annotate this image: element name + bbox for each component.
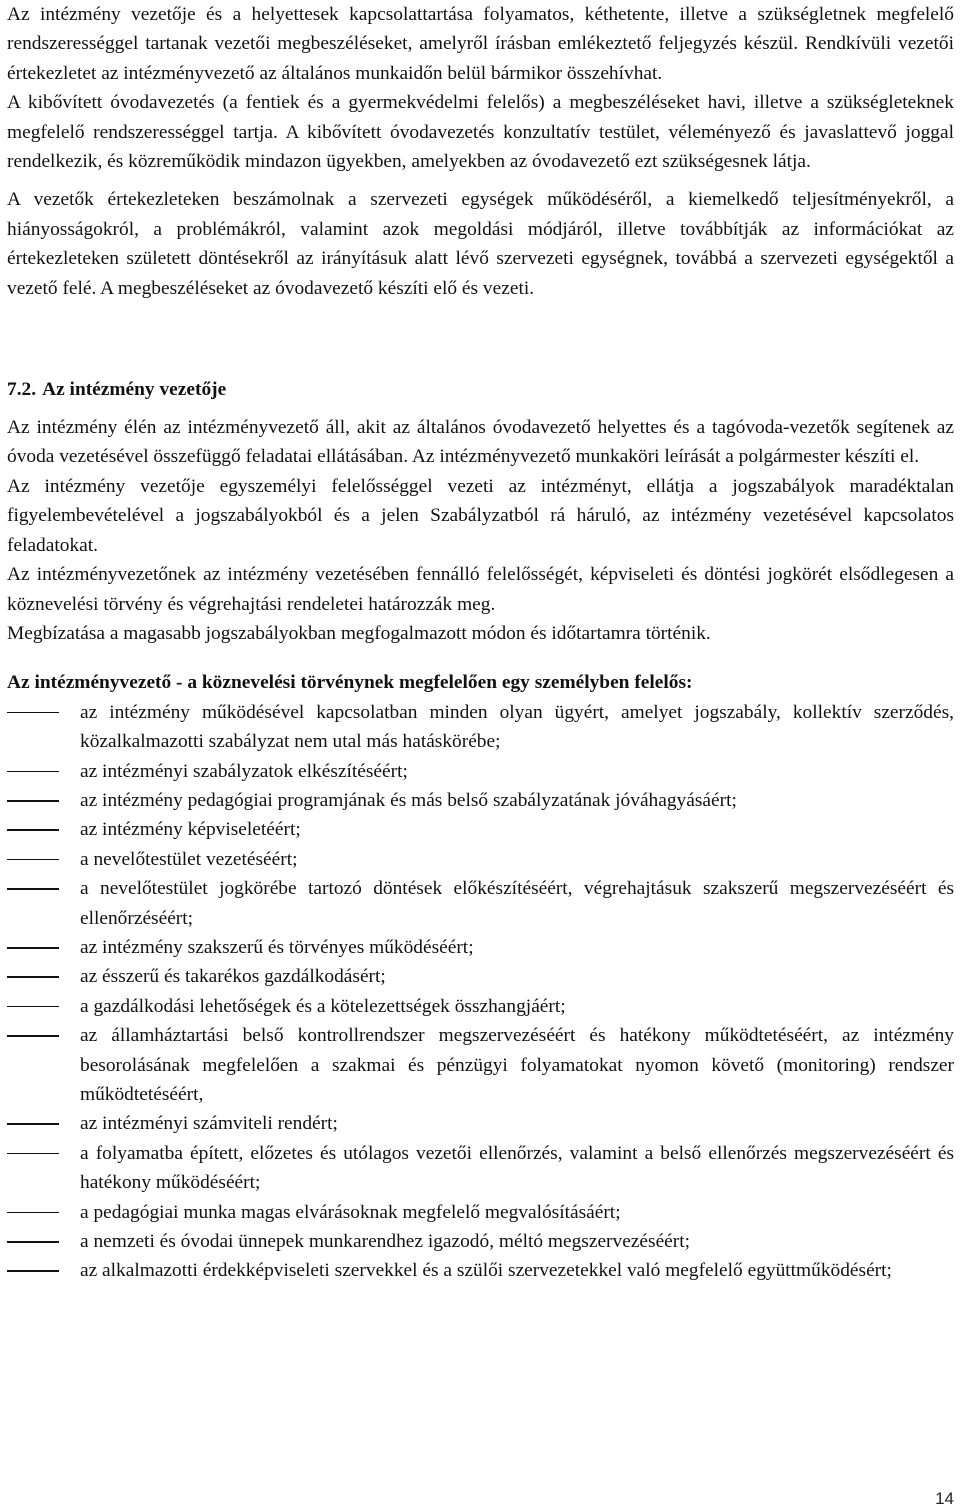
paragraph-head-authority: Az intézményvezetőnek az intézmény vezetésében fennálló felelősségét, képviseleti és döntési jogkörét elsődlegesen a köznevelési törvény és végrehajtási rendeletei határozzák meg. [7, 564, 954, 615]
paragraph-mandate: Megbízatása a magasabb jogszabályokban megfogalmazott módon és időtartamra történik. [7, 622, 711, 644]
paragraph-head-responsibility: Az intézmény vezetője egyszemélyi felelősséggel vezeti az intézményt, ellátja a jogszabályok maradéktalan figyelembevételével a jogszabályokból és a jelen Szabályzatból rá háruló, az intézmény vezetésével kapcsolatos feladatokat. [7, 475, 954, 556]
page-number: 14 [935, 1489, 954, 1508]
responsibility-list [7, 698, 954, 1286]
list-item-text: az intézményi számviteli rendért; [80, 1113, 338, 1135]
responsibility-heading: Az intézményvezető - a köznevelési törvénynek megfelelően egy személyben felelős: [7, 672, 693, 694]
dash-bullet [7, 829, 59, 831]
list-item [7, 962, 954, 991]
list-item-text: a nevelőtestület jogkörébe tartozó döntések előkészítéséért, végrehajtásuk szakszerű megszervezéséért és ellenőrzéséért; [80, 878, 954, 929]
list-item-text: az intézmény pedagógiai programjának és más belső szabályzatának jóváhagyásáért; [80, 789, 737, 811]
list-item-text: a nevelőtestület vezetéséért; [80, 848, 298, 870]
dash-bullet [7, 800, 59, 802]
list-item [7, 1139, 954, 1198]
list-item [7, 1227, 954, 1256]
dash-bullet [7, 888, 59, 890]
list-item [7, 815, 954, 844]
list-item-text: az intézményi szabályzatok elkészítéséért; [80, 760, 408, 782]
list-item [7, 698, 954, 757]
dash-bullet [7, 976, 59, 978]
list-item [7, 1198, 954, 1227]
paragraph-extended-leadership: A kibővített óvodavezetés (a fentiek és a gyermekvédelmi felelős) a megbeszéléseket havi, illetve a szükségleteknek megfelelő rendszerességgel tartja. A kibővített óvodavezetés konzultatív testület, véleményező és javaslattevő joggal rendelkezik, és közreműködik mindazon ügyekben, amelyekben az óvodavezető ezt szükségesnek látja. [7, 92, 954, 173]
dash-bullet [7, 947, 59, 949]
list-item [7, 786, 954, 815]
dash-bullet [7, 859, 59, 861]
list-item [7, 1109, 954, 1138]
list-item [7, 1021, 954, 1109]
list-item [7, 845, 954, 874]
list-item-text: a nemzeti és óvodai ünnepek munkarendhez igazodó, méltó megszervezéséért; [80, 1231, 691, 1253]
list-item-text: a folyamatba épített, előzetes és utólagos vezetői ellenőrzés, valamint a belső ellenőrzés megszervezéséért és hatékony működéséért; [80, 1142, 954, 1194]
dash-bullet [7, 1270, 59, 1272]
list-item-text: az államháztartási belső kontrollrendszer megszervezéséért és hatékony működtetéséért, az intézmény besorolásának megfelelően a szakmai és pénzügyi folyamatokat nyomon követő (monitoring) rendszer működtetéséért, [80, 1025, 954, 1105]
paragraph-management-meetings: Az intézmény vezetője és a helyettesek kapcsolattartása folyamatos, kéthetente, illetve a szükségletnek megfelelő rendszerességgel tartanak vezetői megbeszéléseket, amelyről írásban emlékeztető feljegyzés készül. Rendkívüli vezetői értekezletet az intézményvezető az általános munkaidőn belül bármikor összehívhat. [7, 4, 954, 84]
section-title: Az intézmény vezetője [42, 379, 227, 401]
list-item [7, 1256, 954, 1285]
list-item [7, 992, 954, 1021]
dash-bullet [7, 1123, 59, 1125]
dash-bullet [7, 771, 59, 773]
dash-bullet [7, 1241, 59, 1243]
list-item-text: az ésszerű és takarékos gazdálkodásért; [80, 966, 386, 988]
dash-bullet [7, 1212, 59, 1214]
dash-bullet [7, 1035, 59, 1037]
dash-bullet [7, 1006, 59, 1008]
paragraph-leader-reports: A vezetők értekezleteken beszámolnak a szervezeti egységek működéséről, a kiemelkedő teljesítményekről, a hiányosságokról, a problémákról, valamint azok megoldási módjáról, illetve továbbítják az információkat az értekezleteken született döntésekről az irányításuk alatt lévő szervezeti egységnek, továbbá a szervezeti egységektől a vezető felé. A megbeszéléseket az óvodavezető készíti elő és vezeti. [7, 189, 954, 299]
dash-bullet [7, 712, 59, 714]
list-item [7, 874, 954, 933]
list-item-text: az intézmény működésével kapcsolatban minden olyan ügyért, amelyet jogszabály, kollektív szerződés, közalkalmazotti szabályzat nem utal más hatáskörébe; [80, 701, 954, 753]
list-item [7, 933, 954, 962]
list-item-text: az intézmény képviseletéért; [80, 819, 301, 841]
list-item-text: az alkalmazotti érdekképviseleti szervekkel és a szülői szervezetekkel való megfelelő együttműködésért; [80, 1260, 892, 1282]
list-item [7, 757, 954, 786]
section-heading [7, 375, 954, 405]
paragraph-institution-head: Az intézmény élén az intézményvezető áll, akit az általános óvodavezető helyettes és a tagóvoda-vezetők segítenek az óvoda vezetésével összefüggő feladatai ellátásában. Az intézményvezető munkaköri leírását a polgármester készíti el. [7, 417, 954, 468]
document-page [7, 0, 954, 1286]
list-item-text: az intézmény szakszerű és törvényes működéséért; [80, 936, 474, 958]
list-item-text: a gazdálkodási lehetőségek és a kötelezettségek összhangjáért; [80, 995, 566, 1017]
section-number: 7.2. [7, 379, 37, 401]
dash-bullet [7, 1153, 59, 1155]
list-item-text: a pedagógiai munka magas elvárásoknak megfelelő megvalósításáért; [80, 1201, 621, 1223]
